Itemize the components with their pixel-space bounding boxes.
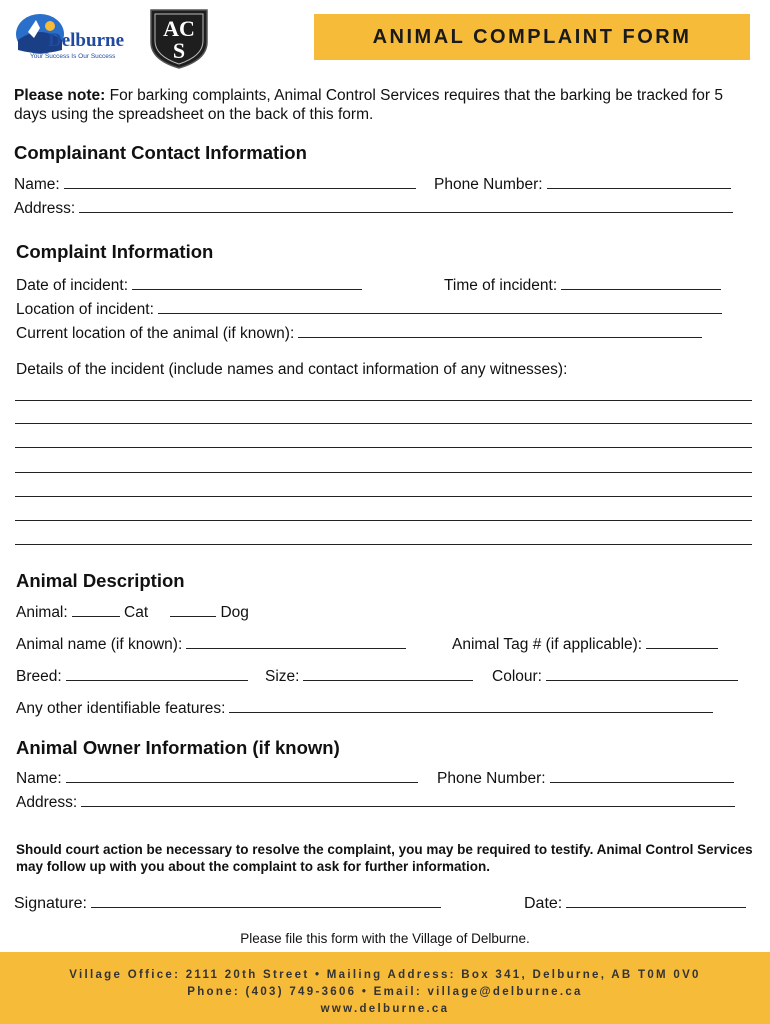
complaint-section-title: Complaint Information [16,241,214,262]
animal-section-title: Animal Description [16,570,185,591]
incident-location-field[interactable] [16,300,722,319]
animal-name-blank[interactable] [186,635,406,649]
cat-label: Cat [124,604,149,621]
size-field[interactable] [265,667,473,686]
animal-type-label: Animal: [16,604,68,621]
breed-blank[interactable] [66,667,248,681]
acs-logo-top: AC [163,16,195,41]
owner-phone-blank[interactable] [550,769,734,783]
form-title-banner [314,14,750,60]
barking-note [14,86,754,124]
breed-field[interactable] [16,667,248,686]
complainant-name-blank[interactable] [64,175,416,189]
incident-time-field[interactable] [444,276,721,295]
signature-date-blank[interactable] [566,894,746,908]
owner-phone-field[interactable] [437,769,734,788]
signature-label: Signature: [14,895,87,912]
dog-blank[interactable] [170,603,216,617]
details-line-2[interactable] [15,423,752,424]
details-line-5[interactable] [15,496,752,497]
acs-logo [147,6,211,70]
animal-tag-field[interactable] [452,635,718,654]
complainant-address-label: Address: [14,200,76,217]
delburne-logo [14,10,136,62]
breed-label: Breed: [16,668,62,685]
complainant-name-label: Name: [14,176,60,193]
dog-label: Dog [220,604,249,621]
features-label: Any other identifiable features: [16,700,226,717]
signature-date-label: Date: [524,895,563,912]
animal-current-location-label: Current location of the animal (if known): [16,325,295,342]
complainant-phone-blank[interactable] [547,175,731,189]
details-line-1[interactable] [15,400,752,401]
owner-phone-label: Phone Number: [437,770,546,787]
complainant-section-title: Complainant Contact Information [14,142,307,163]
animal-current-location-field[interactable] [16,324,702,343]
owner-address-label: Address: [16,794,78,811]
incident-location-blank[interactable] [158,300,722,314]
animal-current-location-blank[interactable] [298,324,702,338]
incident-date-blank[interactable] [132,276,362,290]
details-line-4[interactable] [15,472,752,473]
cat-blank[interactable] [72,603,120,617]
file-note: Please file this form with the Village of Delburne. [240,931,530,946]
details-line-7[interactable] [15,544,752,545]
footer-website: www.delburne.ca [320,1003,450,1015]
complainant-address-field[interactable] [14,199,733,218]
court-notice: Should court action be necessary to resolve the complaint, you may be required to testify. Animal Control Services may follow up with you about the complaint to ask for further information. [16,842,753,874]
footer [0,952,770,1024]
animal-name-field[interactable] [16,635,406,654]
acs-logo-bottom: S [172,38,186,63]
details-line-3[interactable] [15,447,752,448]
delburne-logo-text: Delburne [48,30,124,51]
signature-blank[interactable] [91,894,441,908]
complainant-name-field[interactable] [14,175,416,194]
size-blank[interactable] [303,667,473,681]
signature-date-field[interactable] [524,894,746,913]
incident-time-blank[interactable] [561,276,721,290]
features-blank[interactable] [229,699,713,713]
owner-address-field[interactable] [16,793,735,812]
incident-location-label: Location of incident: [16,301,154,318]
signature-field[interactable] [14,894,441,913]
animal-name-label: Animal name (if known): [16,636,183,653]
colour-label: Colour: [492,668,542,685]
incident-details-label: Details of the incident (include names and contact information of any witnesses): [16,361,568,378]
size-label: Size: [265,668,300,685]
colour-blank[interactable] [546,667,738,681]
delburne-tagline: Your Success Is Our Success [30,53,116,60]
animal-tag-label: Animal Tag # (if applicable): [452,636,643,653]
colour-field[interactable] [492,667,738,686]
note-label: Please note: [14,87,106,104]
header [0,0,770,80]
animal-type-field[interactable] [16,603,249,622]
note-text: For barking complaints, Animal Control Services requires that the barking be tracked for 5 days using the spreadsheet on the back of this form. [14,87,724,123]
complainant-phone-label: Phone Number: [434,176,543,193]
owner-address-blank[interactable] [81,793,735,807]
owner-name-label: Name: [16,770,62,787]
footer-address: Village Office: 2111 20th Street • Mailing Address: Box 341, Delburne, AB T0M 0V0 [69,969,701,981]
features-field[interactable] [16,699,713,718]
owner-name-field[interactable] [16,769,418,788]
incident-date-label: Date of incident: [16,277,129,294]
incident-time-label: Time of incident: [444,277,558,294]
owner-name-blank[interactable] [66,769,418,783]
incident-date-field[interactable] [16,276,362,295]
complainant-phone-field[interactable] [434,175,731,194]
footer-contact: Phone: (403) 749-3606 • Email: village@delburne.ca [187,986,583,998]
form-title: ANIMAL COMPLAINT FORM [372,25,692,48]
animal-tag-blank[interactable] [646,635,718,649]
details-line-6[interactable] [15,520,752,521]
owner-section-title: Animal Owner Information (if known) [16,737,340,758]
complainant-address-blank[interactable] [79,199,733,213]
